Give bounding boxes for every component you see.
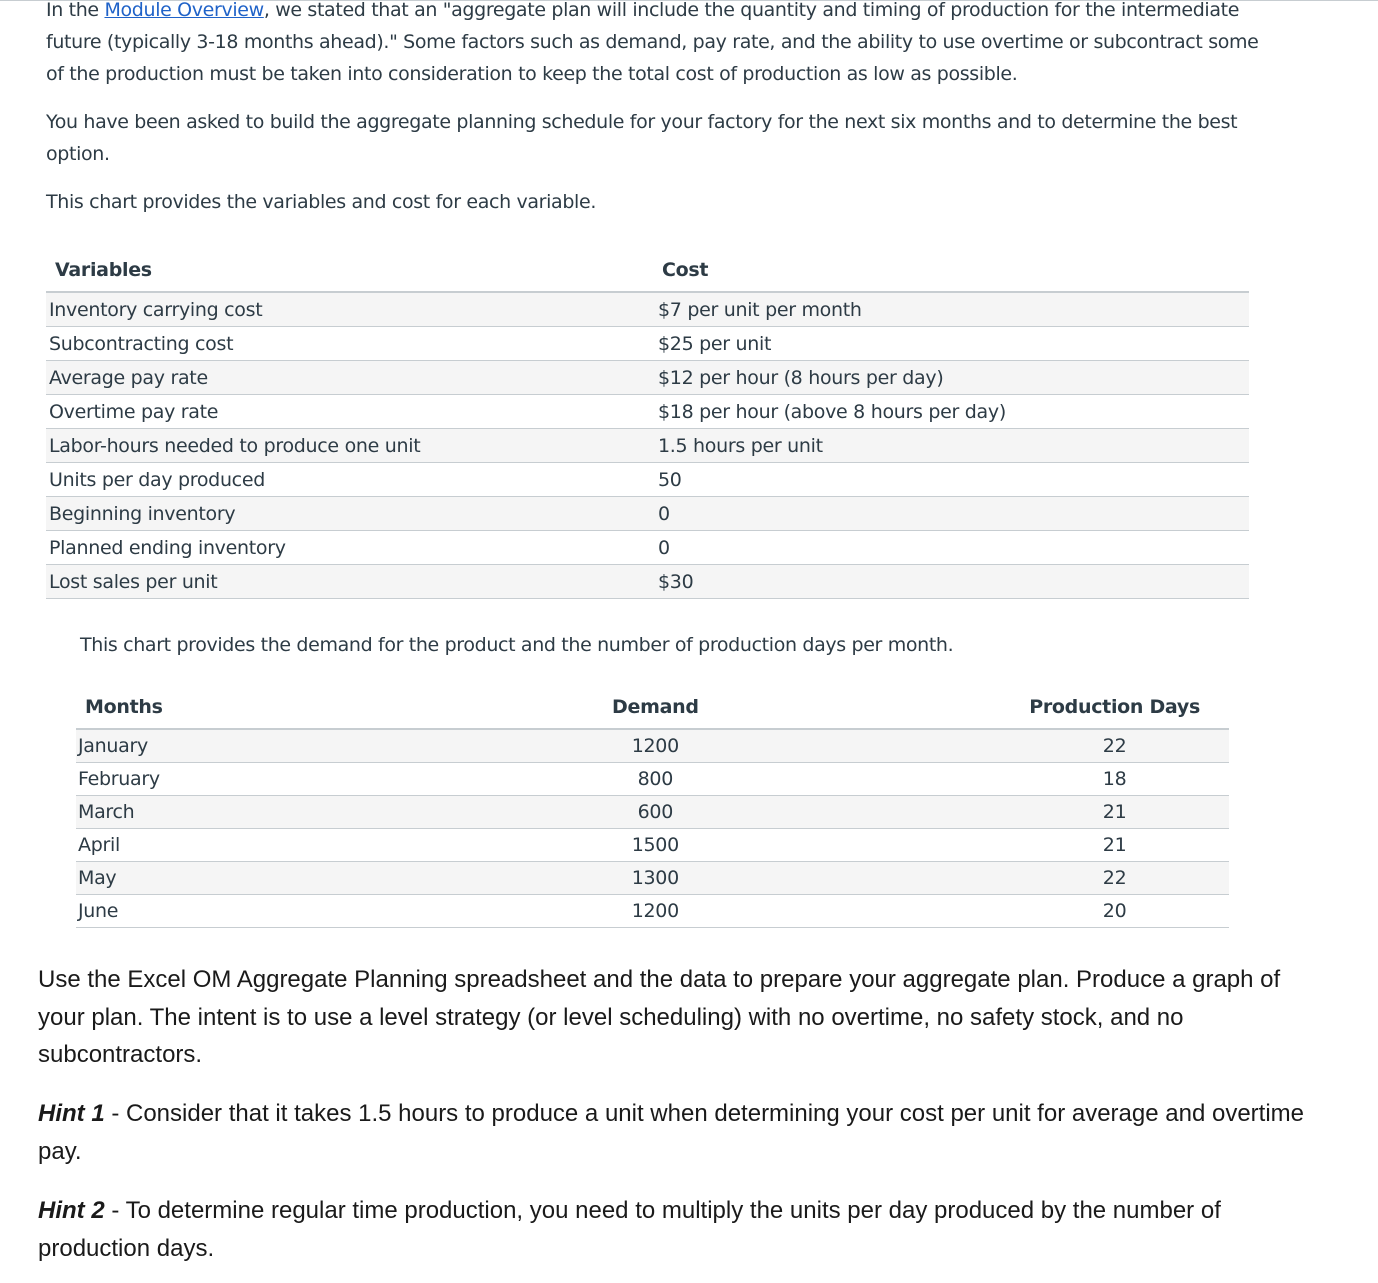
table-row [46,463,1249,497]
cost-cell: $25 per unit [655,327,1249,361]
variable-cell: Overtime pay rate [46,395,655,429]
table-row [76,829,1229,862]
demand-production-table [76,686,1229,928]
table-row [46,497,1249,531]
month-cell: May [76,862,541,895]
variable-cell: Average pay rate [46,361,655,395]
cost-cell: 0 [655,531,1249,565]
demand-cell: 1300 [541,862,770,895]
production-days-cell: 18 [1000,763,1229,796]
intro-paragraph-2: You have been asked to build the aggregate planning schedule for your factory for the next six months and to determine the best option. [46,111,1238,165]
hint-2-label: Hint 2 [38,1197,105,1224]
table-row [46,531,1249,565]
table-row [46,292,1249,327]
variable-cell: Inventory carrying cost [46,292,655,327]
cost-cell: $30 [655,565,1249,599]
instructions-paragraph: Use the Excel OM Aggregate Planning spreadsheet and the data to prepare your aggregate plan. Produce a graph of your plan. The intent is to use a level strategy (or level scheduling) with no overtime, no safety stock, and no subcontractors. [38,966,1281,1068]
table-header-row [46,249,1249,292]
production-days-column-header: Production Days [1000,686,1229,729]
variables-chart-intro: This chart provides the variables and cost for each variable. [46,191,597,213]
demand-chart-intro: This chart provides the demand for the product and the number of production days per month. [80,634,954,656]
demand-cell: 1500 [541,829,770,862]
variable-cell: Beginning inventory [46,497,655,531]
demand-cell: 800 [541,763,770,796]
production-days-cell: 22 [1000,729,1229,763]
table-row [46,327,1249,361]
cost-cell: $18 per hour (above 8 hours per day) [655,395,1249,429]
table-row [46,361,1249,395]
hint-2 [38,1192,1328,1267]
table-row [46,429,1249,463]
variable-cell: Planned ending inventory [46,531,655,565]
table-row [76,796,1229,829]
table-row [46,565,1249,599]
hint-1 [38,1095,1328,1170]
table-header-row [76,686,1229,729]
month-cell: June [76,895,541,928]
demand-cell: 600 [541,796,770,829]
cost-cell: 50 [655,463,1249,497]
production-days-cell: 20 [1000,895,1229,928]
variables-column-header: Variables [46,249,655,292]
cost-cell: $12 per hour (8 hours per day) [655,361,1249,395]
table-row [76,763,1229,796]
month-cell: February [76,763,541,796]
table-row [76,862,1229,895]
production-days-cell: 21 [1000,796,1229,829]
spacer-column [770,686,1001,729]
month-cell: April [76,829,541,862]
hint-1-label: Hint 1 [38,1100,105,1127]
hint-1-text: - Consider that it takes 1.5 hours to produce a unit when determining your cost per unit for average and overtime pay. [38,1100,1304,1165]
cost-cell: 1.5 hours per unit [655,429,1249,463]
variables-cost-table [46,249,1249,599]
module-overview-link[interactable]: Module Overview [104,0,264,21]
cost-cell: $7 per unit per month [655,292,1249,327]
variable-cell: Lost sales per unit [46,565,655,599]
variable-cell: Labor-hours needed to produce one unit [46,429,655,463]
intro-paragraph-1: In the Module Overview, we stated that an "aggregate plan will include the quantity and timing of production for the intermediate future (typically 3-18 months ahead)." Some factors such as demand, pay rate, and the ability to use overtime or subcontract some of the production must be taken into consideration to keep the total cost of production as low as possible. [46,0,1259,85]
month-cell: January [76,729,541,763]
cost-column-header: Cost [655,249,1249,292]
table-row [76,895,1229,928]
month-cell: March [76,796,541,829]
variable-cell: Units per day produced [46,463,655,497]
demand-cell: 1200 [541,729,770,763]
demand-column-header: Demand [541,686,770,729]
cost-cell: 0 [655,497,1249,531]
variable-cell: Subcontracting cost [46,327,655,361]
demand-cell: 1200 [541,895,770,928]
hint-2-text: - To determine regular time production, you need to multiply the units per day produced by the number of production days. [38,1197,1221,1262]
production-days-cell: 21 [1000,829,1229,862]
table-row [46,395,1249,429]
production-days-cell: 22 [1000,862,1229,895]
months-column-header: Months [76,686,541,729]
table-row [76,729,1229,763]
